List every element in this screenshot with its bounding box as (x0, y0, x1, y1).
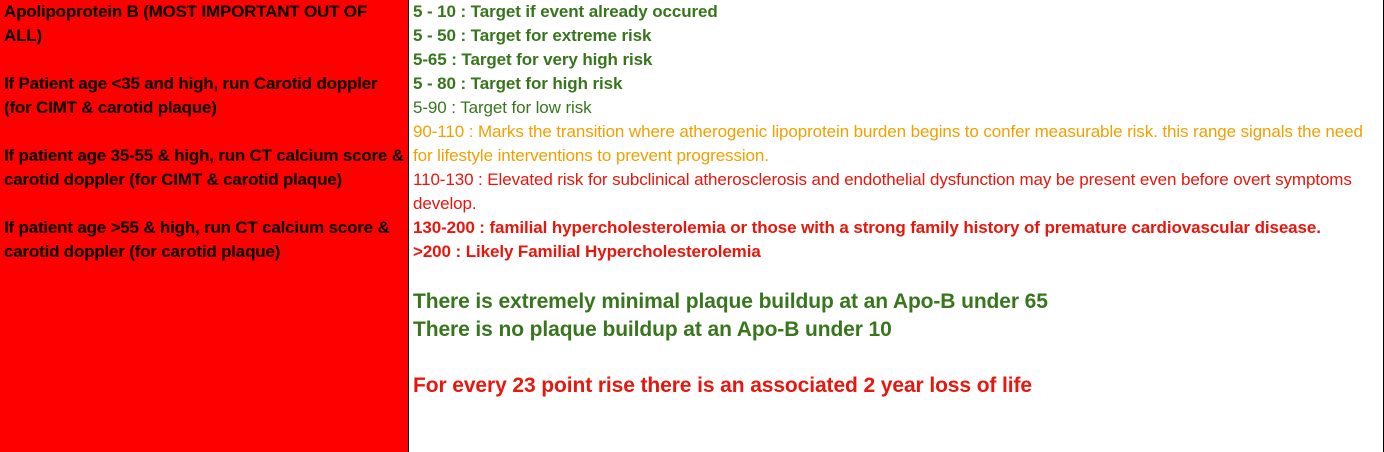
label-note-35-55: If patient age 35-55 & high, run CT calcium score & carotid doppler (for CIMT & carotid plaque) (4, 146, 404, 189)
range-row: 5 - 10 : Target if event already occured (413, 2, 718, 21)
range-row: 110-130 : Elevated risk for subclinical atherosclerosis and endothelial dysfunction may be present even before overt symptoms develop. (413, 170, 1352, 213)
life-loss-note: For every 23 point rise there is an associated 2 year loss of life (413, 374, 1033, 397)
values-cell (409, 0, 1383, 452)
range-row: 5-65 : Target for very high risk (413, 50, 653, 69)
range-row: 90-110 : Marks the transition where atherogenic lipoprotein burden begins to confer measurable risk. this range signals the need for lifestyle interventions to prevent progression. (413, 122, 1363, 165)
range-row: 5 - 80 : Target for high risk (413, 74, 623, 93)
range-row: 5 - 50 : Target for extreme risk (413, 26, 652, 45)
label-cell (0, 0, 409, 452)
plaque-note-10: There is no plaque buildup at an Apo-B under 10 (413, 318, 892, 341)
plaque-note-65: There is extremely minimal plaque buildup at an Apo-B under 65 (413, 290, 1048, 313)
range-row: 130-200 : familial hypercholesterolemia or those with a strong family history of premature cardiovascular disease. (413, 218, 1321, 237)
label-title: Apolipoprotein B (MOST IMPORTANT OUT OF ALL) (4, 2, 368, 45)
label-note-under-35: If Patient age <35 and high, run Carotid doppler (for CIMT & carotid plaque) (4, 74, 378, 117)
label-note-over-55: If patient age >55 & high, run CT calcium score & carotid doppler (for carotid plaque) (4, 218, 390, 261)
range-row: >200 : Likely Familial Hypercholesterolemia (413, 242, 761, 261)
range-row: 5-90 : Target for low risk (413, 98, 592, 117)
